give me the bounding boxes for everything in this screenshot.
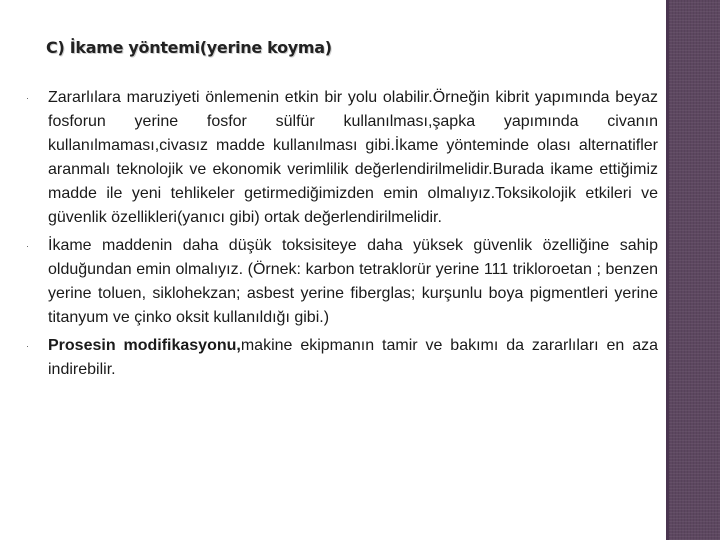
slide-heading: C) İkame yöntemi(yerine koyma) xyxy=(46,38,332,57)
bullet-dot-icon: · xyxy=(26,241,29,251)
decorative-sidebar xyxy=(666,0,720,540)
bullet-text: makine ekipmanın tamir ve bakımı da zararlıları en aza indirebilir. xyxy=(48,337,658,378)
bullet-item-1 xyxy=(20,86,658,230)
bullet-bold-lead: Prosesin modifikasyonu, xyxy=(48,337,241,354)
bullet-dot-icon: · xyxy=(26,93,29,103)
bullet-list xyxy=(20,86,658,386)
bullet-text: Zararlılara maruziyeti önlemenin etkin bir yolu olabilir.Örneğin kibrit yapımında beyaz fosforun yerine fosfor sülfür kullanılması,şapka yapımında civanın kullanılmaması,civasız madde kullanılması gibi.İkame yönteminde olası alternatifler aranmalı teknolojik ve ekonomik verimlilik değerlendirilmelidir.Burada ikame ettiğimiz madde ile yeni tehlikeler getirmediğimizden emin olmalıyız.Toksikolojik etkileri ve güvenlik özellikleri(yanıcı gibi) ortak değerlendirilmelidir. xyxy=(48,89,658,226)
bullet-item-3 xyxy=(20,334,658,382)
bullet-dot-icon: · xyxy=(26,341,29,351)
bullet-text: İkame maddenin daha düşük toksisiteye daha yüksek güvenlik özelliğine sahip olduğundan emin olmalıyız. (Örnek: karbon tetraklorür yerine 111 trikloroetan ; benzen yerine toluen, siklohekzan; asbest yerine fiberglas; kurşunlu boya pigmentleri yerine titanyum ve çinko oksit kullanıldığı gibi.) xyxy=(48,237,658,326)
sidebar-edge xyxy=(666,0,669,540)
bullet-item-2 xyxy=(20,234,658,330)
